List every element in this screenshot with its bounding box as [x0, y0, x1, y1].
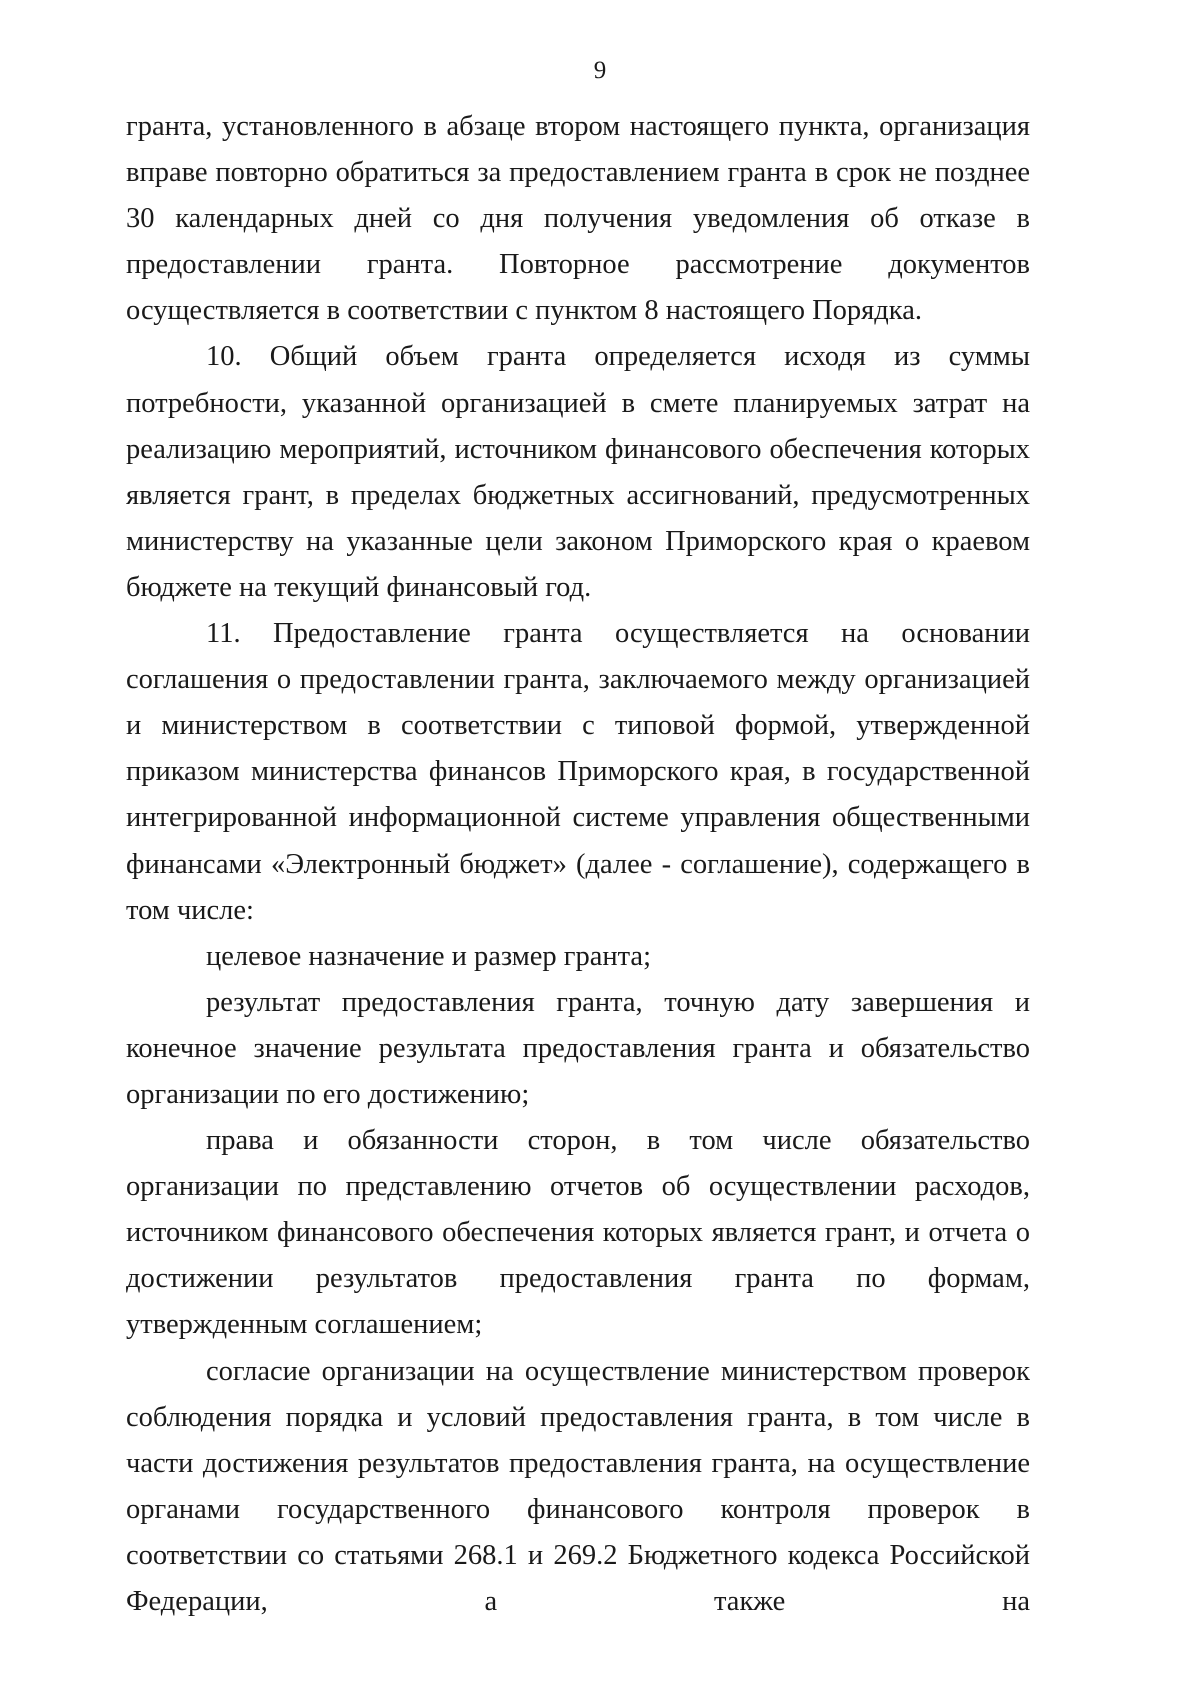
- paragraph-item-10: 10. Общий объем гранта определяется исходя из суммы потребности, указанной организацией в смете планируемых затрат на реализацию мероприятий, источником финансового обеспечения которых является грант, в пределах бюджетных ассигнований, предусмотренных министерству на указанные цели законом Приморского края о краевом бюджете на текущий финансовый год.: [126, 341, 1030, 603]
- paragraph-item-11: 11. Предоставление гранта осуществляется на основании соглашения о предоставлении гранта, заключаемого между организацией и министерством в соответствии с типовой формой, утвержденной приказом министерства финансов Приморского края, в государственной интегрированной информационной системе управления общественными финансами «Электронный бюджет» (далее - соглашение), содержащего в том числе:: [126, 618, 1030, 926]
- page-number: 9: [593, 57, 607, 84]
- paragraph-result: результат предоставления гранта, точную дату завершения и конечное значение результата предоставления гранта и обязательство организации по его достижению;: [126, 986, 1030, 1110]
- document-body: [126, 104, 1030, 1625]
- paragraph-continuation: гранта, установленного в абзаце втором настоящего пункта, организация вправе повторно обратиться за предоставлением гранта в срок не позднее 30 календарных дней со дня получения уведомления об отказе в предоставлении гранта. Повторное рассмотрение документов осуществляется в соответствии с пунктом 8 настоящего Порядка.: [126, 111, 1030, 327]
- paragraph-rights: права и обязанности сторон, в том числе обязательство организации по представлению отчетов об осуществлении расходов, источником финансового обеспечения которых является грант, и отчета о достижении результатов предоставления гранта по формам, утвержденным соглашением;: [126, 1125, 1030, 1341]
- paragraph-purpose: целевое назначение и размер гранта;: [206, 940, 651, 972]
- paragraph-consent: согласие организации на осуществление министерством проверок соблюдения порядка и условий предоставления гранта, в том числе в части достижения результатов предоставления гранта, на осуществление органами государственного финансового контроля проверок в соответствии со статьями 268.1 и 269.2 Бюджетного кодекса Российской Федерации, а также на: [126, 1355, 1030, 1617]
